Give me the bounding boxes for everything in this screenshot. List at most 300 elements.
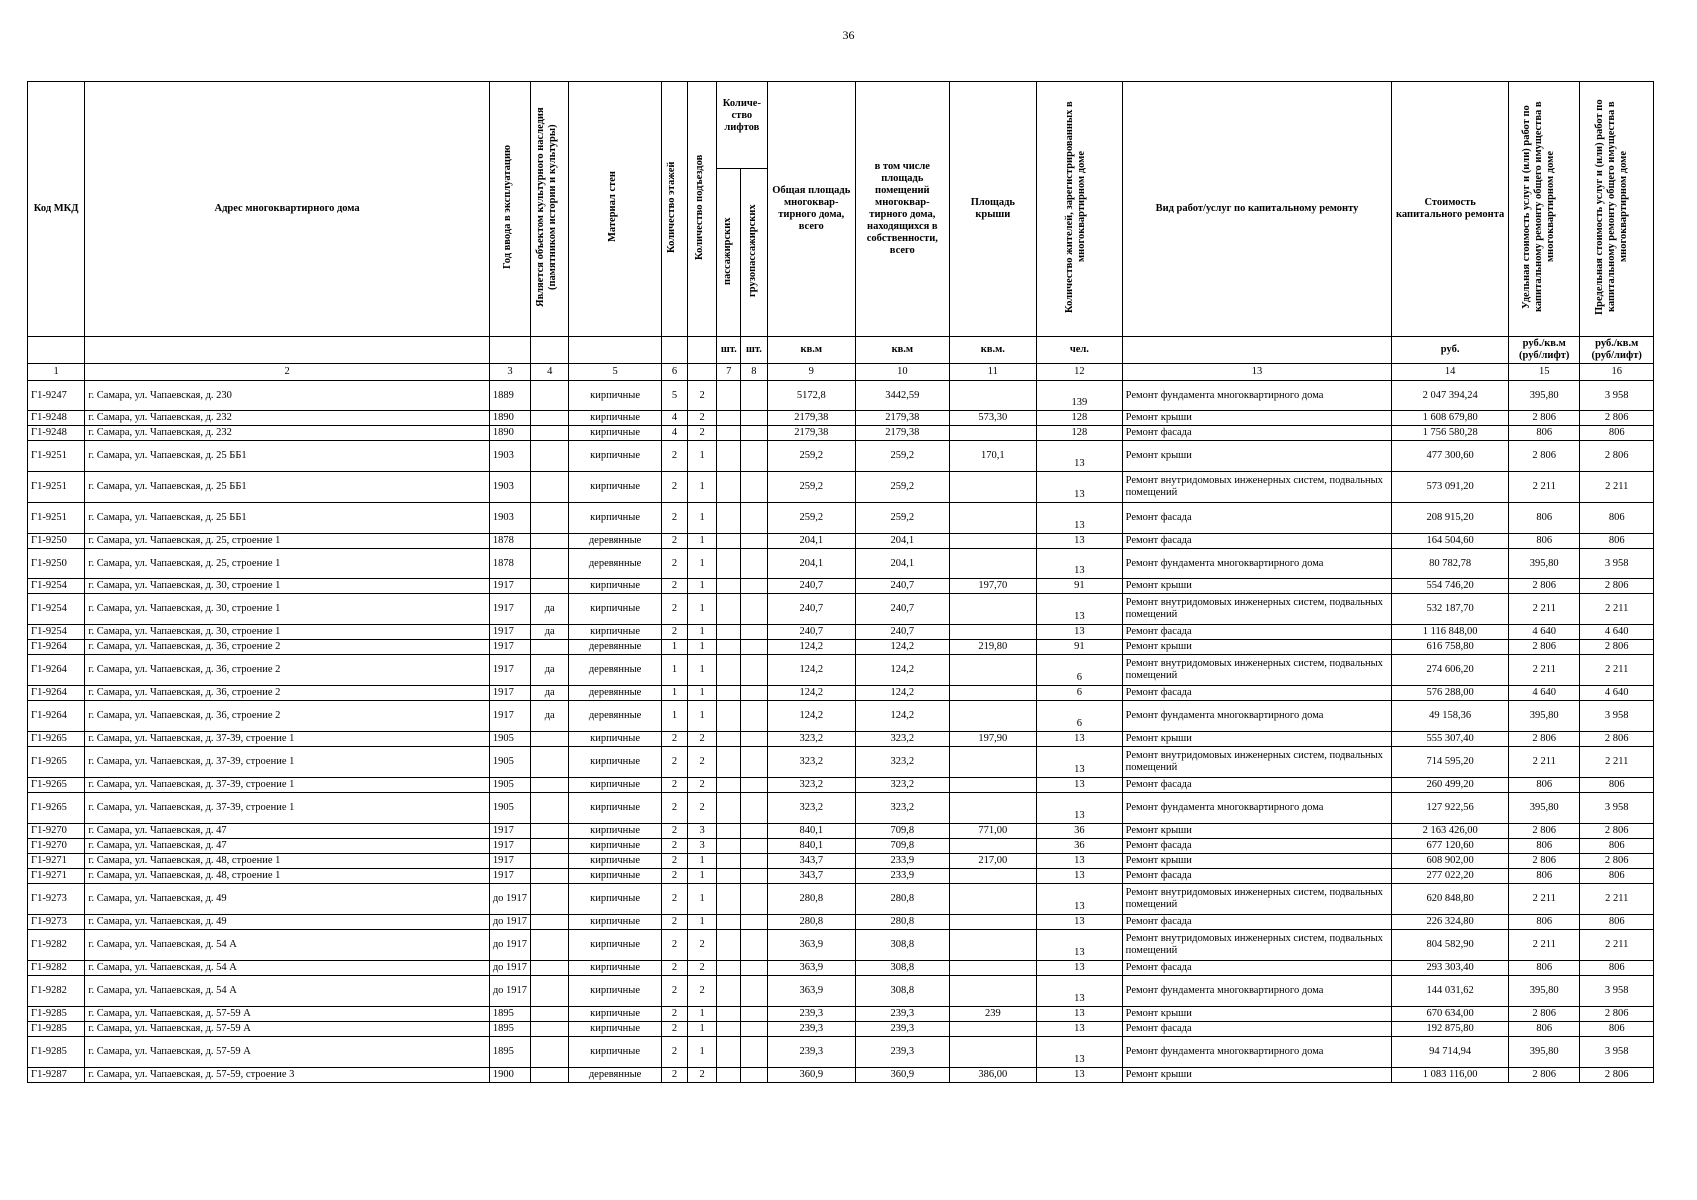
cell-residents: 13 bbox=[1037, 549, 1123, 579]
cell-lifts-cargo bbox=[741, 594, 767, 625]
cell-cost: 274 606,20 bbox=[1392, 655, 1509, 686]
cell-lifts-cargo bbox=[741, 625, 767, 640]
cell-work: Ремонт фасада bbox=[1122, 778, 1392, 793]
cell-walls: кирпичные bbox=[569, 594, 662, 625]
cell-year: 1903 bbox=[489, 503, 530, 534]
cell-address: г. Самара, ул. Чапаевская, д. 37-39, строение 1 bbox=[85, 732, 489, 747]
cell-entrances: 1 bbox=[688, 594, 717, 625]
cell-residents: 128 bbox=[1037, 411, 1123, 426]
unit-roof: кв.м. bbox=[949, 337, 1037, 364]
cell-year: до 1917 bbox=[489, 961, 530, 976]
cell-address: г. Самара, ул. Чапаевская, д. 36, строение 2 bbox=[85, 686, 489, 701]
cell-address: г. Самара, ул. Чапаевская, д. 57-59 А bbox=[85, 1037, 489, 1068]
cell-lifts-pass bbox=[717, 640, 741, 655]
cell-unit-cost: 2 806 bbox=[1509, 441, 1580, 472]
cell-residents: 91 bbox=[1037, 579, 1123, 594]
cell-code: Г1-9248 bbox=[28, 411, 85, 426]
cell-code: Г1-9254 bbox=[28, 625, 85, 640]
cell-limit-cost: 806 bbox=[1580, 961, 1654, 976]
cell-code: Г1-9282 bbox=[28, 976, 85, 1007]
cell-area-owned: 124,2 bbox=[856, 655, 950, 686]
cell-entrances: 2 bbox=[688, 778, 717, 793]
cell-address: г. Самара, ул. Чапаевская, д. 49 bbox=[85, 915, 489, 930]
cell-work: Ремонт фасада bbox=[1122, 686, 1392, 701]
cell-floors: 2 bbox=[661, 1007, 687, 1022]
cell-residents: 36 bbox=[1037, 824, 1123, 839]
cell-roof: 771,00 bbox=[949, 824, 1037, 839]
table-row bbox=[28, 640, 1654, 655]
cell-cost: 94 714,94 bbox=[1392, 1037, 1509, 1068]
cell-entrances: 2 bbox=[688, 976, 717, 1007]
cell-area-total: 840,1 bbox=[767, 839, 856, 854]
table-row bbox=[28, 747, 1654, 778]
cell-area-owned: 308,8 bbox=[856, 961, 950, 976]
table-row bbox=[28, 381, 1654, 411]
cell-work: Ремонт фундамента многоквартирного дома bbox=[1122, 793, 1392, 824]
cell-year: до 1917 bbox=[489, 884, 530, 915]
cell-roof bbox=[949, 915, 1037, 930]
cell-year: 1878 bbox=[489, 534, 530, 549]
cell-lifts-pass bbox=[717, 625, 741, 640]
cell-area-owned: 259,2 bbox=[856, 441, 950, 472]
cell-year: 1917 bbox=[489, 839, 530, 854]
cell-code: Г1-9265 bbox=[28, 793, 85, 824]
cell-entrances: 1 bbox=[688, 579, 717, 594]
cell-area-total: 280,8 bbox=[767, 884, 856, 915]
col-num: 6 bbox=[661, 364, 687, 381]
cell-lifts-pass bbox=[717, 701, 741, 732]
table-row bbox=[28, 961, 1654, 976]
cell-work: Ремонт фундамента многоквартирного дома bbox=[1122, 1037, 1392, 1068]
cell-floors: 2 bbox=[661, 1022, 687, 1037]
cell-limit-cost: 2 211 bbox=[1580, 747, 1654, 778]
cell-residents: 36 bbox=[1037, 839, 1123, 854]
cell-walls: кирпичные bbox=[569, 1037, 662, 1068]
cell-limit-cost: 3 958 bbox=[1580, 381, 1654, 411]
cell-area-total: 259,2 bbox=[767, 503, 856, 534]
cell-walls: кирпичные bbox=[569, 915, 662, 930]
cell-year: 1890 bbox=[489, 426, 530, 441]
cell-heritage: да bbox=[531, 625, 569, 640]
cell-unit-cost: 2 806 bbox=[1509, 579, 1580, 594]
cell-residents: 13 bbox=[1037, 594, 1123, 625]
unit-cost: руб. bbox=[1392, 337, 1509, 364]
cell-code: Г1-9250 bbox=[28, 534, 85, 549]
table-row bbox=[28, 411, 1654, 426]
cell-area-owned: 360,9 bbox=[856, 1068, 950, 1083]
cell-floors: 2 bbox=[661, 976, 687, 1007]
cell-roof bbox=[949, 549, 1037, 579]
cell-area-owned: 239,3 bbox=[856, 1007, 950, 1022]
cell-cost: 144 031,62 bbox=[1392, 976, 1509, 1007]
cell-entrances: 1 bbox=[688, 686, 717, 701]
cell-area-total: 240,7 bbox=[767, 579, 856, 594]
cell-year: 1917 bbox=[489, 854, 530, 869]
col-num: 4 bbox=[531, 364, 569, 381]
cell-limit-cost: 806 bbox=[1580, 1022, 1654, 1037]
cell-residents: 13 bbox=[1037, 503, 1123, 534]
cell-entrances: 1 bbox=[688, 549, 717, 579]
cell-walls: кирпичные bbox=[569, 961, 662, 976]
cell-lifts-cargo bbox=[741, 472, 767, 503]
cell-area-total: 240,7 bbox=[767, 625, 856, 640]
cell-unit-cost: 395,80 bbox=[1509, 701, 1580, 732]
col-num: 16 bbox=[1580, 364, 1654, 381]
cell-limit-cost: 2 211 bbox=[1580, 594, 1654, 625]
header-roof: Площадь крыши bbox=[949, 82, 1037, 337]
cell-limit-cost: 806 bbox=[1580, 839, 1654, 854]
header-area-total: Общая площадь многоквар-тирного дома, всего bbox=[767, 82, 856, 337]
cell-unit-cost: 395,80 bbox=[1509, 1037, 1580, 1068]
cell-entrances: 1 bbox=[688, 869, 717, 884]
header-lifts-pass: пассажирских bbox=[721, 216, 733, 285]
cell-walls: деревянные bbox=[569, 534, 662, 549]
cell-lifts-pass bbox=[717, 915, 741, 930]
cell-year: 1878 bbox=[489, 549, 530, 579]
cell-area-owned: 323,2 bbox=[856, 747, 950, 778]
cell-roof bbox=[949, 503, 1037, 534]
cell-floors: 1 bbox=[661, 686, 687, 701]
cell-area-owned: 233,9 bbox=[856, 869, 950, 884]
cell-area-total: 239,3 bbox=[767, 1037, 856, 1068]
cell-address: г. Самара, ул. Чапаевская, д. 57-59, строение 3 bbox=[85, 1068, 489, 1083]
col-num: 12 bbox=[1037, 364, 1123, 381]
cell-cost: 576 288,00 bbox=[1392, 686, 1509, 701]
cell-walls: кирпичные bbox=[569, 503, 662, 534]
cell-work: Ремонт крыши bbox=[1122, 1068, 1392, 1083]
cell-area-owned: 124,2 bbox=[856, 640, 950, 655]
cell-address: г. Самара, ул. Чапаевская, д. 232 bbox=[85, 411, 489, 426]
cell-year: 1917 bbox=[489, 824, 530, 839]
table-row bbox=[28, 1007, 1654, 1022]
cell-cost: 2 163 426,00 bbox=[1392, 824, 1509, 839]
cell-work: Ремонт фундамента многоквартирного дома bbox=[1122, 976, 1392, 1007]
cell-cost: 477 300,60 bbox=[1392, 441, 1509, 472]
col-num: 3 bbox=[489, 364, 530, 381]
cell-walls: кирпичные bbox=[569, 579, 662, 594]
cell-area-total: 124,2 bbox=[767, 701, 856, 732]
cell-lifts-pass bbox=[717, 1037, 741, 1068]
cell-unit-cost: 2 806 bbox=[1509, 824, 1580, 839]
cell-floors: 4 bbox=[661, 426, 687, 441]
cell-area-total: 2179,38 bbox=[767, 411, 856, 426]
cell-residents: 13 bbox=[1037, 884, 1123, 915]
cell-unit-cost: 2 211 bbox=[1509, 594, 1580, 625]
cell-heritage bbox=[531, 824, 569, 839]
cell-work: Ремонт фундамента многоквартирного дома bbox=[1122, 701, 1392, 732]
cell-lifts-cargo bbox=[741, 930, 767, 961]
cell-work: Ремонт фундамента многоквартирного дома bbox=[1122, 381, 1392, 411]
col-num: 5 bbox=[569, 364, 662, 381]
cell-roof: 219,80 bbox=[949, 640, 1037, 655]
cell-lifts-pass bbox=[717, 534, 741, 549]
cell-limit-cost: 2 806 bbox=[1580, 411, 1654, 426]
unit-limit-cost: руб./кв.м (руб/лифт) bbox=[1580, 337, 1654, 364]
cell-roof bbox=[949, 381, 1037, 411]
cell-roof bbox=[949, 1022, 1037, 1037]
cell-area-owned: 280,8 bbox=[856, 915, 950, 930]
cell-limit-cost: 3 958 bbox=[1580, 701, 1654, 732]
cell-floors: 2 bbox=[661, 472, 687, 503]
cell-address: г. Самара, ул. Чапаевская, д. 25 ББ1 bbox=[85, 472, 489, 503]
cell-unit-cost: 395,80 bbox=[1509, 793, 1580, 824]
cell-lifts-cargo bbox=[741, 961, 767, 976]
cell-area-owned: 233,9 bbox=[856, 854, 950, 869]
table-row bbox=[28, 869, 1654, 884]
cell-floors: 2 bbox=[661, 854, 687, 869]
cell-roof bbox=[949, 625, 1037, 640]
cell-unit-cost: 2 211 bbox=[1509, 747, 1580, 778]
cell-roof bbox=[949, 426, 1037, 441]
cell-walls: деревянные bbox=[569, 655, 662, 686]
cell-address: г. Самара, ул. Чапаевская, д. 57-59 А bbox=[85, 1022, 489, 1037]
cell-heritage bbox=[531, 915, 569, 930]
cell-code: Г1-9264 bbox=[28, 701, 85, 732]
cell-entrances: 1 bbox=[688, 503, 717, 534]
cell-walls: кирпичные bbox=[569, 732, 662, 747]
cell-area-owned: 204,1 bbox=[856, 549, 950, 579]
header-address: Адрес многоквартирного дома bbox=[85, 82, 489, 337]
cell-heritage: да bbox=[531, 655, 569, 686]
cell-limit-cost: 806 bbox=[1580, 778, 1654, 793]
table-row bbox=[28, 793, 1654, 824]
col-num: 9 bbox=[767, 364, 856, 381]
unit-area-owned: кв.м bbox=[856, 337, 950, 364]
unit-lifts-cargo: шт. bbox=[741, 337, 767, 364]
cell-lifts-pass bbox=[717, 976, 741, 1007]
cell-floors: 1 bbox=[661, 640, 687, 655]
header-heritage: Является объектом культурного наследия (памятником истории и культуры) bbox=[534, 107, 558, 307]
cell-floors: 2 bbox=[661, 778, 687, 793]
cell-heritage bbox=[531, 640, 569, 655]
header-year: Год ввода в эксплуатацию bbox=[501, 144, 513, 270]
header-walls: Материал стен bbox=[607, 171, 619, 243]
cell-year: до 1917 bbox=[489, 976, 530, 1007]
cell-year: 1917 bbox=[489, 686, 530, 701]
cell-work: Ремонт крыши bbox=[1122, 854, 1392, 869]
cell-lifts-pass bbox=[717, 503, 741, 534]
cell-floors: 2 bbox=[661, 869, 687, 884]
cell-lifts-pass bbox=[717, 1007, 741, 1022]
cell-roof bbox=[949, 701, 1037, 732]
cell-work: Ремонт фасада bbox=[1122, 625, 1392, 640]
col-num: 15 bbox=[1509, 364, 1580, 381]
cell-code: Г1-9265 bbox=[28, 778, 85, 793]
cell-heritage bbox=[531, 441, 569, 472]
cell-work: Ремонт внутридомовых инженерных систем, подвальных помещений bbox=[1122, 884, 1392, 915]
cell-residents: 13 bbox=[1037, 854, 1123, 869]
cell-cost: 616 758,80 bbox=[1392, 640, 1509, 655]
cell-code: Г1-9264 bbox=[28, 655, 85, 686]
cell-address: г. Самара, ул. Чапаевская, д. 30, строение 1 bbox=[85, 594, 489, 625]
cell-heritage bbox=[531, 426, 569, 441]
cell-limit-cost: 2 211 bbox=[1580, 930, 1654, 961]
cell-limit-cost: 2 806 bbox=[1580, 441, 1654, 472]
cell-lifts-pass bbox=[717, 549, 741, 579]
cell-code: Г1-9264 bbox=[28, 640, 85, 655]
cell-limit-cost: 2 806 bbox=[1580, 1068, 1654, 1083]
cell-code: Г1-9287 bbox=[28, 1068, 85, 1083]
cell-lifts-cargo bbox=[741, 701, 767, 732]
col-num: 10 bbox=[856, 364, 950, 381]
cell-address: г. Самара, ул. Чапаевская, д. 30, строение 1 bbox=[85, 579, 489, 594]
cell-roof bbox=[949, 976, 1037, 1007]
cell-area-owned: 204,1 bbox=[856, 534, 950, 549]
cell-cost: 677 120,60 bbox=[1392, 839, 1509, 854]
cell-code: Г1-9270 bbox=[28, 824, 85, 839]
cell-limit-cost: 806 bbox=[1580, 503, 1654, 534]
cell-area-owned: 124,2 bbox=[856, 686, 950, 701]
cell-entrances: 2 bbox=[688, 426, 717, 441]
cell-work: Ремонт крыши bbox=[1122, 579, 1392, 594]
cell-heritage bbox=[531, 1068, 569, 1083]
cell-residents: 6 bbox=[1037, 655, 1123, 686]
cell-floors: 1 bbox=[661, 655, 687, 686]
cell-limit-cost: 2 806 bbox=[1580, 640, 1654, 655]
cell-code: Г1-9251 bbox=[28, 441, 85, 472]
cell-lifts-cargo bbox=[741, 441, 767, 472]
cell-address: г. Самара, ул. Чапаевская, д. 37-39, строение 1 bbox=[85, 793, 489, 824]
cell-work: Ремонт крыши bbox=[1122, 411, 1392, 426]
cell-floors: 2 bbox=[661, 579, 687, 594]
capital-repair-table bbox=[27, 81, 1654, 1083]
cell-code: Г1-9250 bbox=[28, 549, 85, 579]
cell-heritage bbox=[531, 839, 569, 854]
cell-address: г. Самара, ул. Чапаевская, д. 25, строение 1 bbox=[85, 534, 489, 549]
cell-unit-cost: 395,80 bbox=[1509, 549, 1580, 579]
header-code: Код МКД bbox=[28, 82, 85, 337]
cell-walls: кирпичные bbox=[569, 778, 662, 793]
cell-walls: кирпичные bbox=[569, 976, 662, 1007]
cell-area-total: 5172,8 bbox=[767, 381, 856, 411]
cell-floors: 2 bbox=[661, 441, 687, 472]
cell-residents: 13 bbox=[1037, 915, 1123, 930]
cell-roof bbox=[949, 869, 1037, 884]
cell-lifts-pass bbox=[717, 930, 741, 961]
cell-limit-cost: 2 211 bbox=[1580, 472, 1654, 503]
cell-floors: 2 bbox=[661, 915, 687, 930]
cell-address: г. Самара, ул. Чапаевская, д. 47 bbox=[85, 839, 489, 854]
table-row bbox=[28, 426, 1654, 441]
cell-area-total: 204,1 bbox=[767, 534, 856, 549]
cell-area-total: 343,7 bbox=[767, 854, 856, 869]
cell-heritage: да bbox=[531, 701, 569, 732]
cell-entrances: 2 bbox=[688, 1068, 717, 1083]
cell-heritage bbox=[531, 472, 569, 503]
cell-area-total: 259,2 bbox=[767, 441, 856, 472]
cell-unit-cost: 806 bbox=[1509, 915, 1580, 930]
cell-address: г. Самара, ул. Чапаевская, д. 48, строение 1 bbox=[85, 869, 489, 884]
cell-entrances: 1 bbox=[688, 1022, 717, 1037]
cell-residents: 13 bbox=[1037, 793, 1123, 824]
table-row bbox=[28, 915, 1654, 930]
cell-limit-cost: 2 211 bbox=[1580, 655, 1654, 686]
cell-entrances: 2 bbox=[688, 930, 717, 961]
cell-entrances: 2 bbox=[688, 732, 717, 747]
header-area-owned: в том числе площадь помещений многоквар-тирного дома, находящихся в собственности, всего bbox=[856, 82, 950, 337]
cell-lifts-pass bbox=[717, 793, 741, 824]
cell-year: 1895 bbox=[489, 1022, 530, 1037]
cell-limit-cost: 2 806 bbox=[1580, 1007, 1654, 1022]
cell-area-total: 204,1 bbox=[767, 549, 856, 579]
cell-area-owned: 240,7 bbox=[856, 594, 950, 625]
table-row bbox=[28, 534, 1654, 549]
cell-roof bbox=[949, 534, 1037, 549]
cell-floors: 2 bbox=[661, 930, 687, 961]
table-row bbox=[28, 549, 1654, 579]
cell-area-owned: 240,7 bbox=[856, 625, 950, 640]
cell-lifts-cargo bbox=[741, 579, 767, 594]
cell-lifts-pass bbox=[717, 839, 741, 854]
cell-heritage bbox=[531, 732, 569, 747]
cell-cost: 1 756 580,28 bbox=[1392, 426, 1509, 441]
cell-year: до 1917 bbox=[489, 930, 530, 961]
column-number-row bbox=[28, 364, 1654, 381]
cell-address: г. Самара, ул. Чапаевская, д. 47 bbox=[85, 824, 489, 839]
cell-heritage bbox=[531, 778, 569, 793]
cell-work: Ремонт фундамента многоквартирного дома bbox=[1122, 549, 1392, 579]
cell-walls: деревянные bbox=[569, 640, 662, 655]
cell-year: 1895 bbox=[489, 1037, 530, 1068]
cell-area-total: 363,9 bbox=[767, 961, 856, 976]
cell-code: Г1-9248 bbox=[28, 426, 85, 441]
cell-year: 1917 bbox=[489, 625, 530, 640]
cell-cost: 277 022,20 bbox=[1392, 869, 1509, 884]
cell-work: Ремонт крыши bbox=[1122, 1007, 1392, 1022]
cell-walls: кирпичные bbox=[569, 869, 662, 884]
cell-unit-cost: 2 211 bbox=[1509, 884, 1580, 915]
cell-address: г. Самара, ул. Чапаевская, д. 230 bbox=[85, 381, 489, 411]
cell-limit-cost: 2 806 bbox=[1580, 579, 1654, 594]
col-num: 11 bbox=[949, 364, 1037, 381]
cell-code: Г1-9265 bbox=[28, 732, 85, 747]
cell-entrances: 2 bbox=[688, 411, 717, 426]
cell-lifts-pass bbox=[717, 961, 741, 976]
cell-residents: 13 bbox=[1037, 1007, 1123, 1022]
cell-lifts-cargo bbox=[741, 839, 767, 854]
cell-unit-cost: 806 bbox=[1509, 869, 1580, 884]
cell-year: 1905 bbox=[489, 732, 530, 747]
cell-residents: 6 bbox=[1037, 686, 1123, 701]
cell-code: Г1-9285 bbox=[28, 1007, 85, 1022]
cell-address: г. Самара, ул. Чапаевская, д. 232 bbox=[85, 426, 489, 441]
header-lifts: Количе-ство лифтов bbox=[717, 82, 767, 169]
cell-area-owned: 259,2 bbox=[856, 503, 950, 534]
cell-area-owned: 239,3 bbox=[856, 1037, 950, 1068]
cell-floors: 5 bbox=[661, 381, 687, 411]
cell-lifts-cargo bbox=[741, 778, 767, 793]
cell-residents: 139 bbox=[1037, 381, 1123, 411]
cell-code: Г1-9254 bbox=[28, 594, 85, 625]
cell-heritage bbox=[531, 549, 569, 579]
table-row bbox=[28, 824, 1654, 839]
cell-code: Г1-9254 bbox=[28, 579, 85, 594]
cell-limit-cost: 806 bbox=[1580, 426, 1654, 441]
cell-limit-cost: 806 bbox=[1580, 869, 1654, 884]
cell-code: Г1-9265 bbox=[28, 747, 85, 778]
cell-heritage bbox=[531, 1037, 569, 1068]
cell-address: г. Самара, ул. Чапаевская, д. 49 bbox=[85, 884, 489, 915]
cell-roof: 170,1 bbox=[949, 441, 1037, 472]
cell-entrances: 1 bbox=[688, 854, 717, 869]
cell-cost: 555 307,40 bbox=[1392, 732, 1509, 747]
cell-entrances: 1 bbox=[688, 701, 717, 732]
cell-walls: кирпичные bbox=[569, 625, 662, 640]
cell-work: Ремонт крыши bbox=[1122, 441, 1392, 472]
col-num: 13 bbox=[1122, 364, 1392, 381]
cell-lifts-pass bbox=[717, 411, 741, 426]
cell-unit-cost: 806 bbox=[1509, 1022, 1580, 1037]
